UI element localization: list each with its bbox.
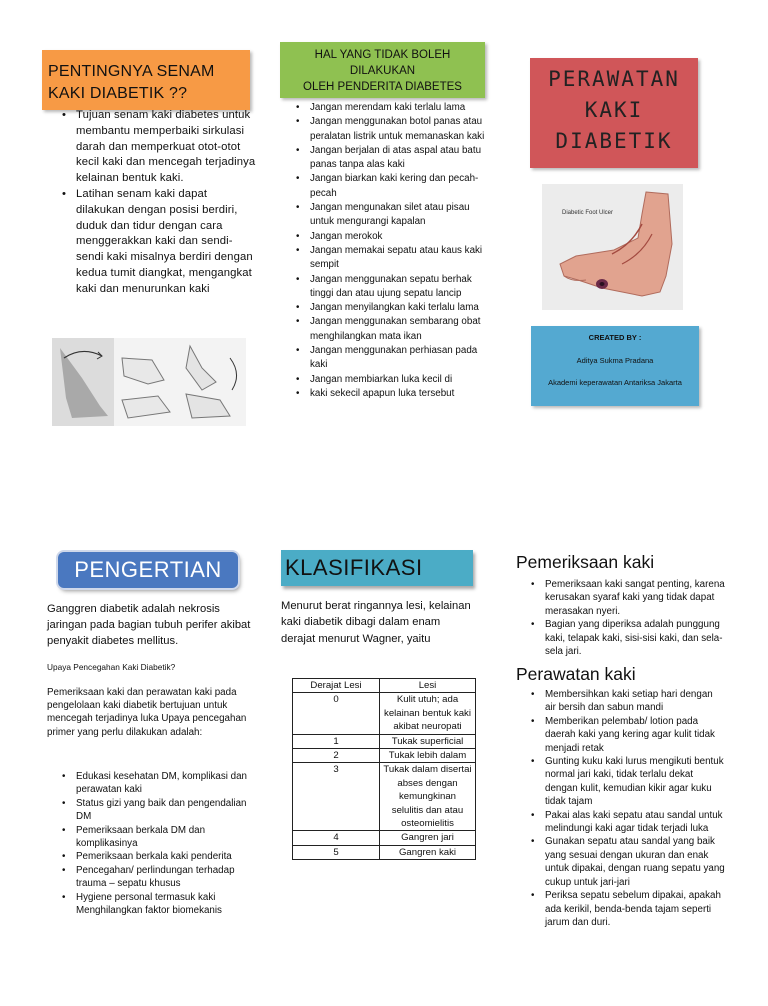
table-row <box>293 734 476 748</box>
list-item: • Jangan menggunakan botol panas atau peralatan listrik untuk memanaskan kaki <box>310 115 488 144</box>
forbidden-title-line2: DILAKUKAN <box>349 65 416 77</box>
list-item: • Latihan senam kaki dapat dilakukan dengan posisi berdiri, duduk dan tidur dengan cara menggerakkan kaki dan sendi-sendi kaki misalnya berdiri dengan kedua tumit diangkat, mengangkat kaki dan menurunkan kaki <box>76 187 256 298</box>
pengertian-definition: Ganggren diabetik adalah nekrosis jaringan pada bagian tubuh perifer akibat penyakit diabetes mellitus. <box>47 603 251 647</box>
list-item: • kaki sekecil apapun luka tersebut <box>310 387 488 401</box>
klasifikasi-heading: KLASIFIKASI <box>281 550 473 586</box>
pengertian-heading: PENGERTIAN <box>58 552 238 588</box>
created-by-label: CREATED BY : <box>588 333 642 342</box>
list-item: • Edukasi kesehatan DM, komplikasi dan perawatan kaki <box>76 770 256 797</box>
list-item: • Pakai alas kaki sepatu atau sandal untuk melindungi kaki agar tidak terjadi luka <box>545 809 725 836</box>
main-title-line3: DIABETIK <box>555 129 673 153</box>
main-title-box <box>530 58 698 168</box>
table-row <box>293 763 476 831</box>
pencegahan-bullet-list <box>76 770 256 917</box>
list-item: • Jangan merendam kaki terlalu lama <box>310 101 488 115</box>
table-cell: Tukak superficial <box>380 734 476 748</box>
list-item: • Jangan biarkan kaki kering dan pecah-pecah <box>310 172 488 201</box>
senam-title-line1: PENTINGNYA SENAM <box>48 63 215 80</box>
list-item: • Membersihkan kaki setiap hari dengan air bersih dan sabun mandi <box>545 688 725 715</box>
list-item: • Jangan mengunakan silet atau pisau untuk mengurangi kapalan <box>310 201 488 230</box>
list-item: • Memberikan pelembab/ lotion pada daerah kaki yang kering agar kulit tidak menjadi retak <box>545 715 725 755</box>
table-cell: 3 <box>293 763 380 831</box>
list-item: • Jangan merokok <box>310 230 488 244</box>
list-item: • Jangan memakai sepatu atau kaus kaki sempit <box>310 244 488 273</box>
list-item: • Pemeriksaan berkala kaki penderita <box>76 850 256 863</box>
list-item: • Jangan menyilangkan kaki terlalu lama <box>310 301 488 315</box>
foot-ulcer-drawing <box>542 184 683 310</box>
table-header: Derajat Lesi <box>293 679 380 693</box>
list-item: • Jangan menggunakan sepatu berhak tinggi dan atau ujung sepatu lancip <box>310 273 488 302</box>
list-item: • Jangan menggunakan sembarang obat menghilangkan mata ikan <box>310 315 488 344</box>
senam-title-box <box>42 50 250 110</box>
author-name: Aditya Sukma Pradana <box>576 356 654 365</box>
table-row <box>293 693 476 734</box>
forbidden-title-line1: HAL YANG TIDAK BOLEH <box>314 49 451 61</box>
table-row <box>293 749 476 763</box>
perawatan-heading: Perawatan kaki <box>516 664 636 684</box>
list-item: • Status gizi yang baik dan pengendalian DM <box>76 797 256 824</box>
senam-title-line2: KAKI DIABETIK ?? <box>48 85 188 102</box>
perawatan-bullet-list <box>545 688 725 929</box>
table-cell: Tukak lebih dalam <box>380 749 476 763</box>
senam-bullet-list <box>76 108 256 298</box>
list-item: • Pencegahan/ perlindungan terhadap trauma – sepatu khusus <box>76 864 256 891</box>
table-cell: 1 <box>293 734 380 748</box>
table-cell: 4 <box>293 831 380 845</box>
table-cell: Gangren jari <box>380 831 476 845</box>
list-item: • Tujuan senam kaki diabetes untuk membantu memperbaiki sirkulasi darah dan memperkuat otot-otot kecil kaki dan mencegah terjadinya kelainan bentuk kaki. <box>76 108 256 187</box>
table-cell: Kulit utuh; ada kelainan bentuk kaki akibat neuropati <box>380 693 476 734</box>
main-title-line1: PERAWATAN <box>548 67 680 91</box>
foot-image-caption: Diabetic Foot Ulcer <box>562 210 614 216</box>
table-row <box>293 831 476 845</box>
list-item: • Periksa sepatu sebelum dipakai, apakah ada kerikil, benda-benda tajam seperti jarum dan duri. <box>545 889 725 929</box>
list-item: • Jangan menggunakan perhiasan pada kaki <box>310 344 488 373</box>
list-item: • Pemeriksaan berkala DM dan komplikasinya <box>76 824 256 851</box>
table-cell: 0 <box>293 693 380 734</box>
table-cell: 5 <box>293 845 380 859</box>
forbidden-bullet-list <box>310 101 488 401</box>
pencegahan-paragraph: Pemeriksaan kaki dan perawatan kaki pada pengelolaan kaki diabetik bertujuan untuk mencegah terjadinya luka Upaya pencegahan primer yang perlu dilakukan adalah: <box>47 687 247 738</box>
list-item: • Bagian yang diperiksa adalah punggung kaki, telapak kaki, sisi-sisi kaki, dan sela-sela jari. <box>545 618 725 658</box>
list-item: • Gunakan sepatu atau sandal yang baik yang sesuai dengan ukuran dan enak untuk dipakai, dengan ruang sepatu yang cukup untuk jari-jari <box>545 835 725 889</box>
klasifikasi-intro: Menurut berat ringannya lesi, kelainan kaki diabetik dibagi dalam enam derajat menurut Wagner, yaitu <box>281 600 471 645</box>
forbidden-title-box <box>280 42 485 98</box>
table-cell: Gangren kaki <box>380 845 476 859</box>
pencegahan-subtitle: Upaya Pencegahan Kaki Diabetik? <box>47 662 176 672</box>
table-cell: 2 <box>293 749 380 763</box>
list-item: • Hygiene personal termasuk kaki Menghilangkan faktor biomekanis <box>76 891 256 918</box>
table-header: Lesi <box>380 679 476 693</box>
pemeriksaan-heading: Pemeriksaan kaki <box>516 552 655 572</box>
foot-ulcer-image <box>542 184 683 310</box>
main-title-line2: KAKI <box>584 98 644 122</box>
table-cell: Tukak dalam disertai abses dengan kemungkinan selulitis dan atau osteomielitis <box>380 763 476 831</box>
pemeriksaan-bullet-list <box>545 578 725 658</box>
institution-name: Akademi keperawatan Antariksa Jakarta <box>548 378 682 387</box>
list-item: • Jangan membiarkan luka kecil di <box>310 373 488 387</box>
wagner-table <box>292 678 476 860</box>
credits-box <box>531 326 699 406</box>
table-row <box>293 845 476 859</box>
table-header-row <box>293 679 476 693</box>
foot-exercise-illustration <box>52 338 246 426</box>
list-item: • Gunting kuku kaki lurus mengikuti bentuk normal jari kaki, tidak terlalu dekat dengan kulit, kemudian kikir agar kuku tidak tajam <box>545 755 725 809</box>
forbidden-title-line3: OLEH PENDERITA DIABETES <box>303 81 462 93</box>
list-item: • Pemeriksaan kaki sangat penting, karena kerusakan syaraf kaki yang tidak dapat merasakan nyeri. <box>545 578 725 618</box>
list-item: • Jangan berjalan di atas aspal atau batu panas tanpa alas kaki <box>310 144 488 173</box>
